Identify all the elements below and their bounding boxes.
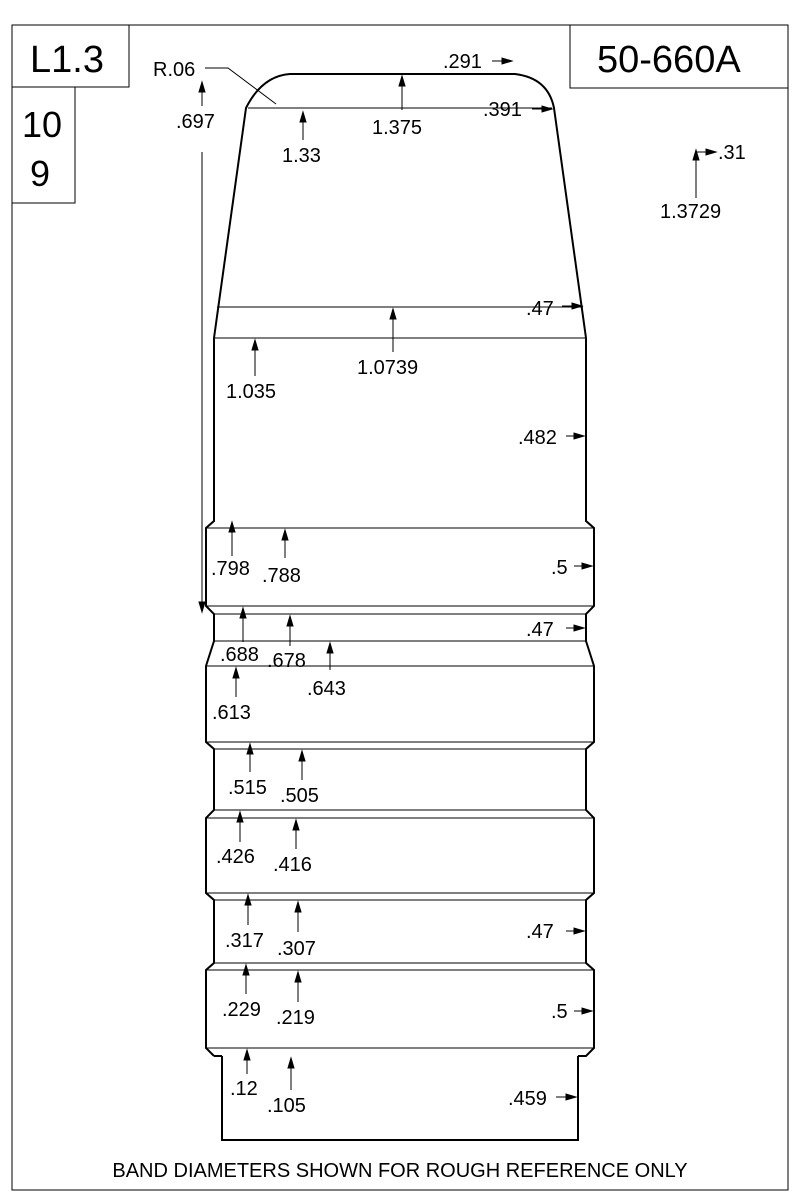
arrowhead-10739 — [390, 309, 396, 319]
dim-31: .31 — [718, 142, 746, 164]
dim-13729: 1.3729 — [660, 201, 722, 223]
arrowhead-5-top — [582, 563, 592, 569]
dimension-labels — [153, 51, 746, 1117]
dim-798: .798 — [211, 558, 250, 580]
arrowhead-5-low — [582, 1008, 592, 1014]
dim-788: .788 — [262, 565, 301, 587]
dim-688: .688 — [220, 644, 259, 666]
arrowhead-219 — [295, 972, 301, 982]
dim-47-top: .47 — [526, 298, 554, 320]
dim-291: .291 — [443, 51, 482, 73]
bullet-profile — [206, 74, 594, 1140]
dim-317: .317 — [225, 930, 264, 952]
arrowhead-1035 — [252, 340, 258, 350]
arrowhead-678 — [287, 616, 293, 626]
arrowhead-307 — [295, 902, 301, 912]
dim-1035: 1.035 — [226, 381, 277, 403]
dim-219: .219 — [276, 1007, 315, 1029]
dim-5-low: .5 — [551, 1001, 568, 1023]
dim-482: .482 — [518, 427, 557, 449]
dim-515: .515 — [228, 777, 267, 799]
arrowhead-788 — [282, 530, 288, 540]
cavity-line1: 10 — [22, 104, 63, 145]
dim-1375: 1.375 — [372, 117, 423, 139]
cavity-line2: 9 — [30, 153, 51, 194]
arrowhead-291 — [502, 58, 512, 64]
dim-459: .459 — [508, 1088, 547, 1110]
dim-229: .229 — [222, 999, 261, 1021]
dim-133: 1.33 — [282, 145, 321, 167]
arrowhead-391 — [542, 106, 552, 112]
arrowhead-697 — [199, 82, 205, 92]
dim-47-low: .47 — [526, 921, 554, 943]
dim-12: .12 — [230, 1078, 258, 1100]
dim-416: .416 — [273, 854, 312, 876]
arrowhead-697-long — [199, 602, 205, 612]
arrowhead-133 — [300, 112, 306, 122]
dim-613: .613 — [212, 702, 251, 724]
dim-697: .697 — [176, 111, 215, 133]
dim-105: .105 — [267, 1095, 306, 1117]
footer-note: BAND DIAMETERS SHOWN FOR ROUGH REFERENCE ONLY — [112, 1160, 688, 1182]
arrowhead-459 — [566, 1094, 576, 1100]
dim-426: .426 — [216, 846, 255, 868]
dim-10739: 1.0739 — [357, 357, 419, 379]
arrowhead-12 — [244, 1050, 250, 1060]
arrowhead-613 — [233, 668, 239, 678]
dim-307: .307 — [277, 938, 316, 960]
arrowhead-31 — [706, 149, 716, 155]
arrowhead-505 — [299, 751, 305, 761]
arrowhead-416 — [293, 820, 299, 830]
mold-class-label: L1.3 — [30, 39, 104, 81]
arrowhead-1375 — [399, 76, 405, 86]
arrowhead-47-low — [574, 928, 584, 934]
arrowhead-47-mid — [574, 625, 584, 631]
arrowhead-688 — [240, 608, 246, 618]
radius-label: R.06 — [153, 59, 196, 81]
dim-47-mid: .47 — [526, 619, 554, 641]
arrowhead-105 — [288, 1058, 294, 1068]
dim-643: .643 — [307, 678, 346, 700]
dim-391: .391 — [483, 99, 522, 121]
dim-678: .678 — [267, 650, 306, 672]
arrowhead-426 — [237, 812, 243, 822]
arrowhead-643 — [327, 643, 333, 653]
dim-505: .505 — [280, 785, 319, 807]
dim-5-top: .5 — [551, 557, 568, 579]
leader-line-radius — [205, 68, 276, 104]
sheet-border — [12, 25, 788, 1190]
arrowhead-482 — [574, 433, 584, 439]
arrowhead-798 — [229, 522, 235, 532]
part-number-label: 50-660A — [597, 39, 741, 81]
